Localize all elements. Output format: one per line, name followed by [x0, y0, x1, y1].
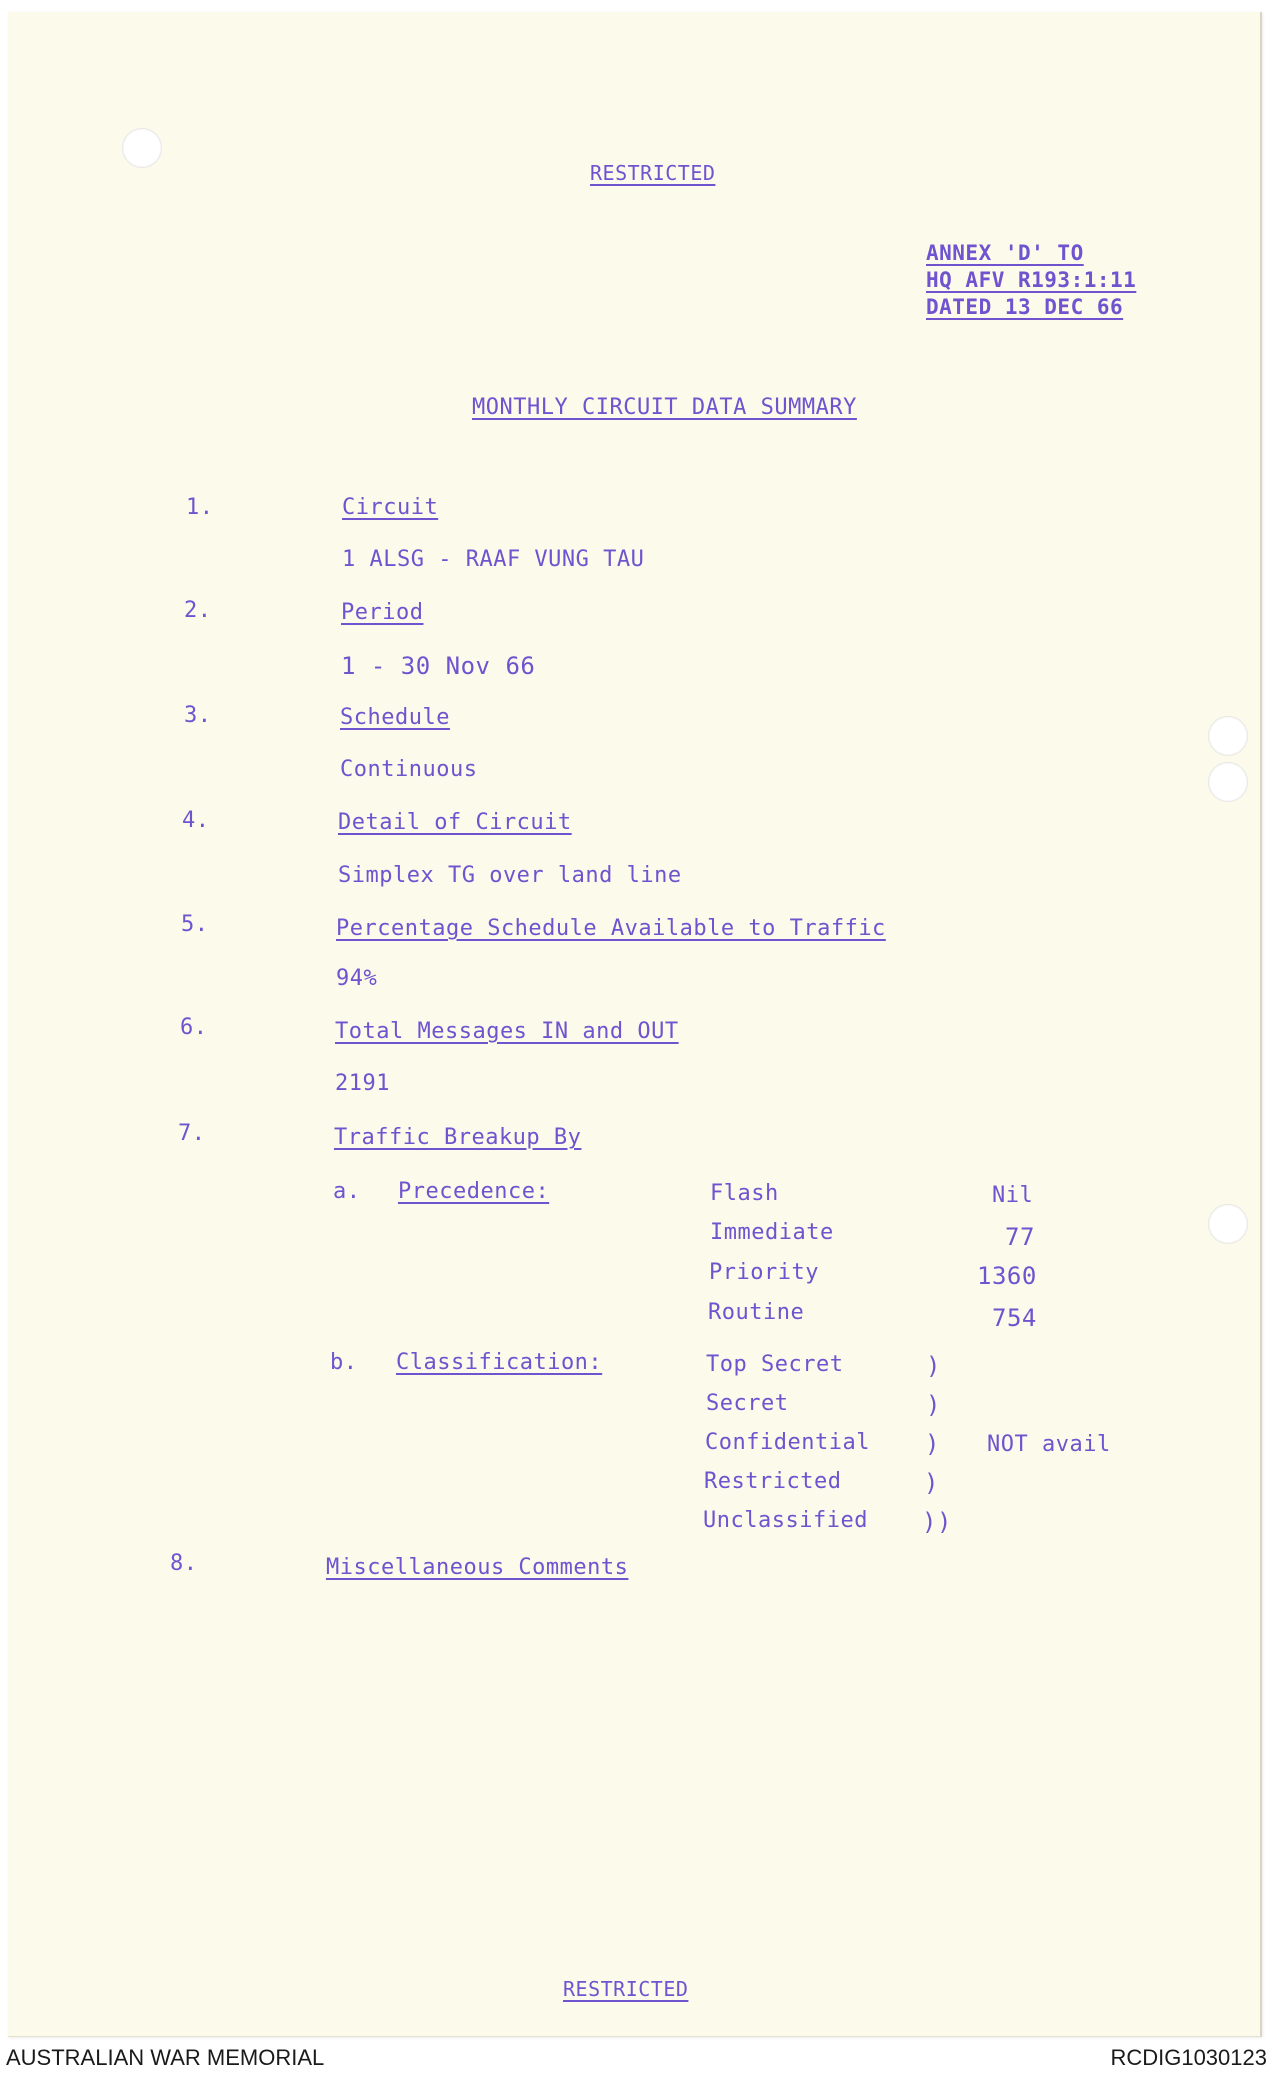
precedence-value: Nil [992, 1183, 1034, 1208]
sub-item-heading: Classification: [396, 1350, 603, 1375]
classification-bracket: ) [925, 1430, 940, 1458]
precedence-value: 1360 [977, 1262, 1037, 1290]
item-value: 2191 [335, 1071, 390, 1096]
sub-item-heading: Precedence: [398, 1179, 550, 1204]
item-value: 1 - 30 Nov 66 [341, 652, 536, 680]
archive-reference: RCDIG1030123 [1110, 2045, 1267, 2070]
classification-name: Restricted [704, 1469, 842, 1494]
punch-hole [1208, 762, 1248, 802]
item-value: 1 ALSG - RAAF VUNG TAU [342, 547, 645, 572]
classification-name: Top Secret [706, 1352, 844, 1377]
classification-name: Unclassified [703, 1508, 868, 1533]
classification-note: NOT avail [987, 1432, 1111, 1457]
item-value: 94% [336, 966, 378, 991]
item-value: Continuous [340, 757, 478, 782]
precedence-name: Routine [708, 1300, 805, 1325]
classification-bracket: )) [922, 1508, 952, 1536]
institution-credit: AUSTRALIAN WAR MEMORIAL [6, 2045, 325, 2070]
item-number: 6. [180, 1015, 208, 1040]
precedence-name: Immediate [710, 1220, 834, 1245]
item-heading: Schedule [340, 705, 450, 730]
item-number: 3. [184, 703, 212, 728]
item-number: 4. [182, 808, 210, 833]
item-number: 2. [184, 598, 212, 623]
classification-bracket: ) [926, 1352, 941, 1380]
item-value: Simplex TG over land line [338, 863, 682, 888]
item-number: 8. [170, 1551, 198, 1576]
sub-item-letter: a. [333, 1179, 361, 1204]
annex-line-1: ANNEX 'D' TO [926, 241, 1084, 265]
item-heading: Detail of Circuit [338, 810, 572, 835]
item-number: 1. [186, 495, 214, 520]
precedence-value: 77 [1005, 1223, 1035, 1251]
punch-hole [122, 128, 162, 168]
item-number: 7. [178, 1121, 206, 1146]
sub-item-letter: b. [330, 1350, 358, 1375]
precedence-name: Flash [710, 1181, 779, 1206]
annex-line-2: HQ AFV R193:1:11 [926, 268, 1137, 292]
classification-bracket: ) [924, 1469, 939, 1497]
precedence-value: 754 [992, 1304, 1037, 1332]
punch-hole [1208, 1204, 1248, 1244]
punch-hole [1208, 716, 1248, 756]
item-heading: Miscellaneous Comments [326, 1555, 629, 1580]
item-number: 5. [181, 912, 209, 937]
item-heading: Percentage Schedule Available to Traffic [336, 916, 886, 941]
classification-bracket: ) [926, 1391, 941, 1419]
classification-name: Secret [706, 1391, 789, 1416]
classification-top: RESTRICTED [590, 161, 716, 185]
page-title: MONTHLY CIRCUIT DATA SUMMARY [472, 395, 857, 420]
classification-name: Confidential [705, 1430, 870, 1455]
annex-line-3: DATED 13 DEC 66 [926, 295, 1124, 319]
precedence-name: Priority [709, 1260, 819, 1285]
item-heading: Circuit [342, 495, 439, 520]
item-heading: Period [341, 600, 424, 625]
item-heading: Total Messages IN and OUT [335, 1019, 679, 1044]
classification-bottom: RESTRICTED [563, 1977, 689, 2001]
item-heading: Traffic Breakup By [334, 1125, 582, 1150]
